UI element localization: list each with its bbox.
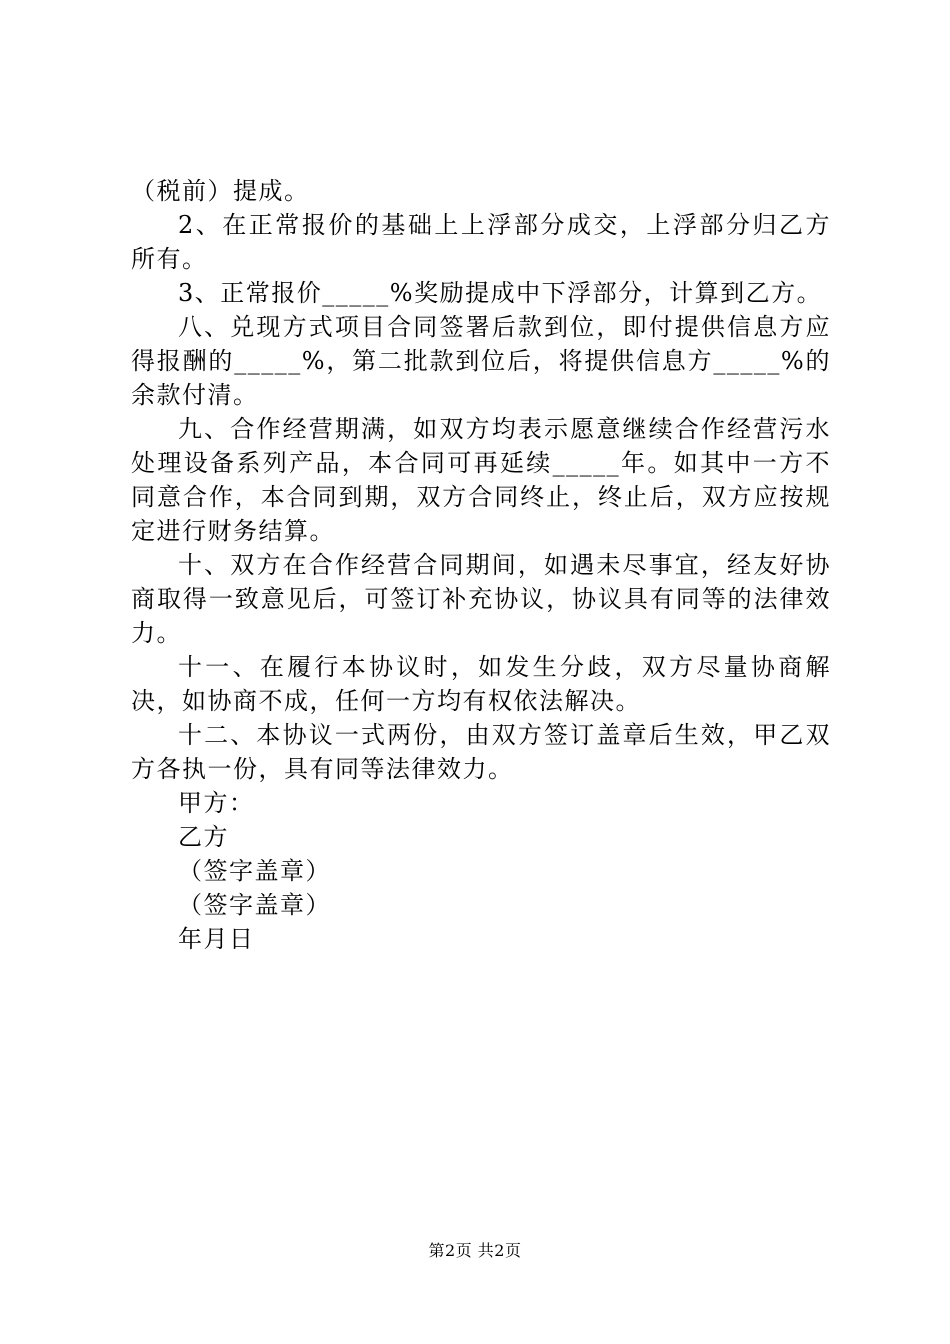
paragraph-clause-3: 3、正常报价_____%奖励提成中下浮部分，计算到乙方。 <box>178 279 823 307</box>
party-a-seal: （签字盖章） <box>178 857 331 885</box>
page-number-footer: 第2页 共2页 <box>428 1241 522 1260</box>
signature-block <box>131 786 831 956</box>
paragraph-clause-2: 2、在正常报价的基础上上浮部分成交，上浮部分归乙方所有。 <box>131 211 831 273</box>
paragraph-clause-8: 八、兑现方式项目合同签署后款到位，即付提供信息方应得报酬的_____%，第二批款到位后，将提供信息方_____%的余款付清。 <box>131 313 831 409</box>
signature-date: 年月日 <box>178 925 255 953</box>
party-a-label: 甲方： <box>178 789 255 817</box>
paragraph-tax-commission: （税前）提成。 <box>131 177 310 205</box>
party-b-seal: （签字盖章） <box>178 891 331 919</box>
paragraph-clause-12: 十二、本协议一式两份，由双方签订盖章后生效，甲乙双方各执一份，具有同等法律效力。 <box>131 721 831 783</box>
paragraph-clause-9: 九、合作经营期满，如双方均表示愿意继续合作经营污水处理设备系列产品，本合同可再延续_____年。如其中一方不同意合作，本合同到期，双方合同终止，终止后，双方应按规定进行财务结算。 <box>131 415 831 545</box>
party-b-label: 乙方 <box>178 823 229 851</box>
paragraph-clause-11: 十一、在履行本协议时，如发生分歧，双方尽量协商解决，如协商不成，任何一方均有权依法解决。 <box>131 653 831 715</box>
paragraph-clause-10: 十、双方在合作经营合同期间，如遇未尽事宜，经友好协商取得一致意见后，可签订补充协议，协议具有同等的法律效力。 <box>131 551 831 647</box>
document-body <box>131 174 831 956</box>
